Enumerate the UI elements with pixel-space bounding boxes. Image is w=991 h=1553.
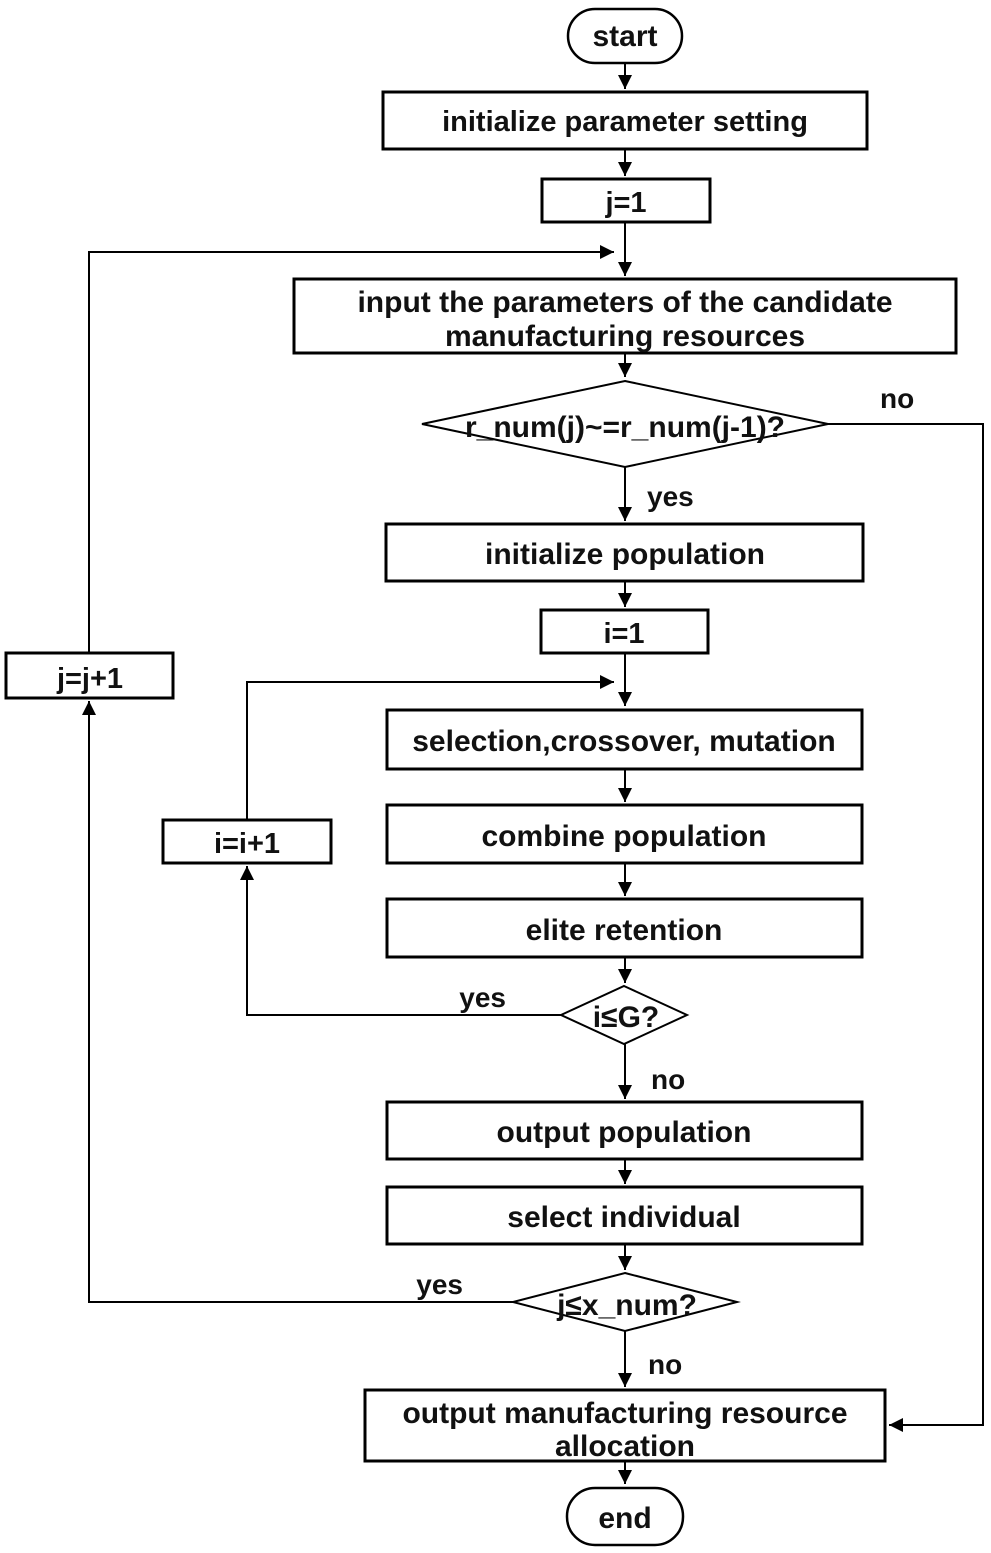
node-input-parameters-line1: input the parameters of the candidate: [357, 286, 893, 319]
node-i-equals-1-label: i=1: [603, 618, 645, 650]
node-initialize-population-label: initialize population: [485, 538, 765, 571]
node-i-increment-label: i=i+1: [213, 828, 281, 860]
node-output-allocation-line2: allocation: [554, 1430, 696, 1463]
node-j-increment-label: j=j+1: [56, 663, 124, 695]
node-elite-retention-label: elite retention: [525, 914, 723, 947]
node-initialize-parameter-setting-label: initialize parameter setting: [442, 106, 808, 138]
edge-label-rnum-yes: yes: [647, 481, 694, 512]
edge-label-jx-yes: yes: [416, 1269, 463, 1300]
edge-label-ig-no: no: [651, 1064, 686, 1095]
edge-label-rnum-no: no: [880, 383, 915, 414]
edge-label-ig-yes: yes: [459, 982, 506, 1013]
node-input-parameters-line2: manufacturing resources: [444, 320, 806, 353]
node-start-label: start: [592, 20, 658, 53]
node-select-individual-label: select individual: [507, 1201, 741, 1234]
node-combine-population-label: combine population: [481, 820, 767, 853]
node-selection-crossover-mutation-label: selection,crossover, mutation: [412, 725, 836, 758]
node-end-label: end: [598, 1502, 652, 1535]
edge-label-jx-no: no: [648, 1349, 683, 1380]
nodes: [6, 9, 956, 1545]
node-output-allocation-line1: output manufacturing resource: [402, 1397, 848, 1430]
node-j-equals-1-label: j=1: [605, 187, 647, 219]
node-i-le-g-decision-label: i≤G?: [592, 1001, 660, 1034]
node-r-num-decision-label: r_num(j)~=r_num(j-1)?: [464, 411, 786, 444]
node-output-population-label: output population: [496, 1116, 752, 1149]
edges: [89, 63, 983, 1484]
node-j-le-x-num-decision-label: j≤x_num?: [557, 1289, 697, 1322]
